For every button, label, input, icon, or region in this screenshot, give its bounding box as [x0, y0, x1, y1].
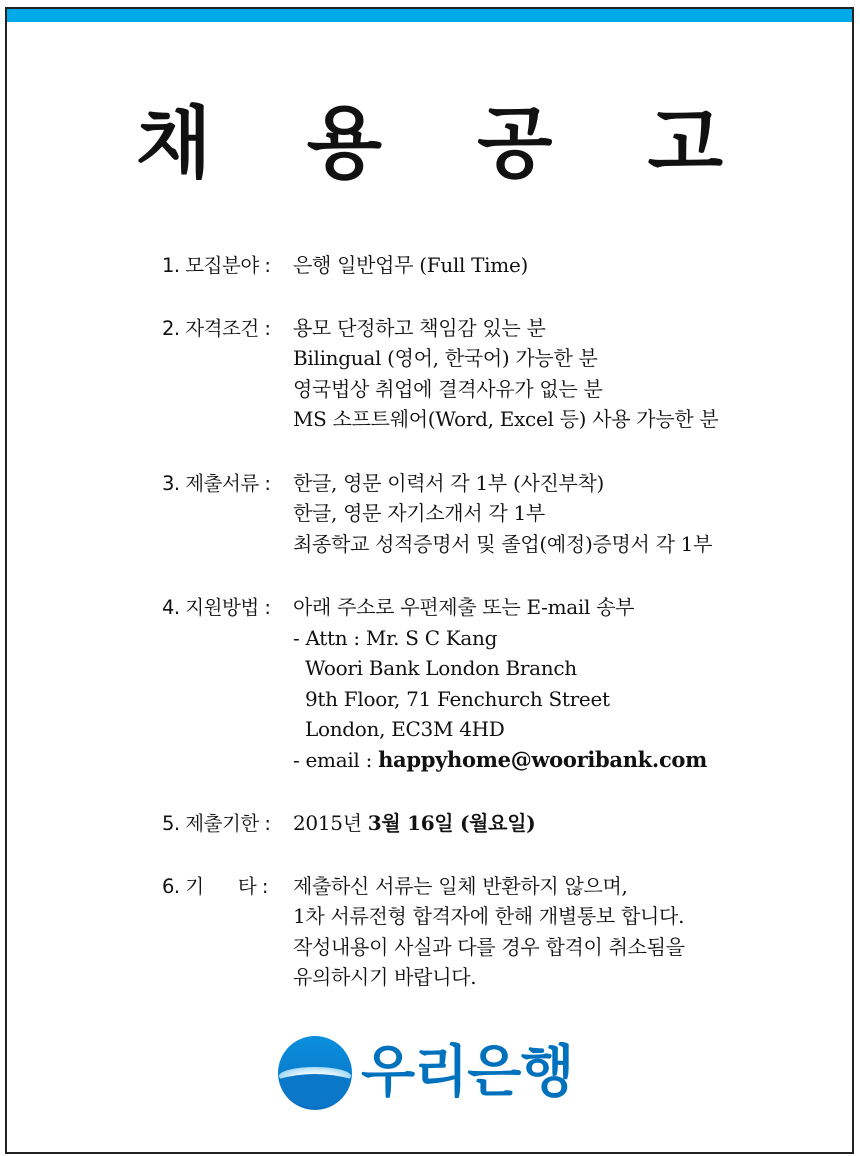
woori-bank-logo	[277, 1035, 573, 1111]
notice-content	[162, 250, 812, 993]
section-line: 용모 단정하고 책임감 있는 분	[293, 315, 546, 340]
deadline-line	[293, 808, 812, 839]
section-line: 1차 서류전형 합격자에 한해 개별통보 합니다.	[293, 904, 685, 928]
section-label: 6. 기 타 :	[162, 874, 268, 898]
section-line: MS 소프트웨어(Word, Excel 등) 사용 가능한 분	[293, 407, 719, 431]
section-line: 아래 주소로 우편제출 또는 E-mail 송부	[293, 595, 635, 619]
page-title: 채 용 공 고	[136, 99, 757, 189]
section-recruitment-field	[162, 250, 812, 281]
section-line: 은행 일반업무 (Full Time)	[293, 253, 528, 277]
email-link[interactable]: happyhome@wooribank.com	[378, 746, 708, 772]
email-line	[293, 745, 812, 776]
email-prefix: - email :	[293, 747, 379, 772]
woori-bank-logo-icon	[277, 1035, 353, 1111]
section-others	[162, 871, 812, 993]
section-deadline	[162, 808, 812, 839]
section-line: 영국법상 취업에 결격사유가 없는 분	[293, 376, 603, 401]
section-label: 4. 지원방법 :	[162, 596, 271, 619]
deadline-year: 2015년	[293, 811, 368, 835]
address-line: 9th Floor, 71 Fenchurch Street	[305, 686, 610, 711]
address-line: Woori Bank London Branch	[305, 656, 577, 680]
bank-name: 우리은행	[361, 1040, 574, 1105]
attn-line: - Attn : Mr. S C Kang	[293, 625, 498, 650]
section-label: 2. 자격조건 :	[162, 316, 271, 340]
section-application-method	[162, 592, 812, 775]
section-label: 3. 제출서류 :	[162, 471, 271, 495]
section-label: 5. 제출기한 :	[162, 812, 271, 835]
deadline-date: 3월 16일 (월요일)	[367, 811, 536, 835]
section-line: 한글, 영문 이력서 각 1부 (사진부착)	[293, 470, 605, 495]
section-documents	[162, 468, 812, 560]
top-accent-bar	[7, 9, 852, 22]
section-qualifications	[162, 313, 812, 435]
section-line: 제출하신 서류는 일체 반환하지 않으며,	[293, 873, 628, 898]
section-line: 최종학교 성적증명서 및 졸업(예정)증명서 각 1부	[293, 531, 713, 556]
section-line: 유의하시기 바랍니다.	[293, 965, 477, 989]
address-line: London, EC3M 4HD	[305, 717, 505, 741]
section-line: 작성내용이 사실과 다를 경우 합격이 취소됨을	[293, 934, 685, 959]
section-line: Bilingual (영어, 한국어) 가능한 분	[293, 346, 598, 370]
notice-frame	[5, 7, 854, 1154]
section-line: 한글, 영문 자기소개서 각 1부	[293, 501, 545, 525]
section-label: 1. 모집분야 :	[162, 254, 271, 277]
